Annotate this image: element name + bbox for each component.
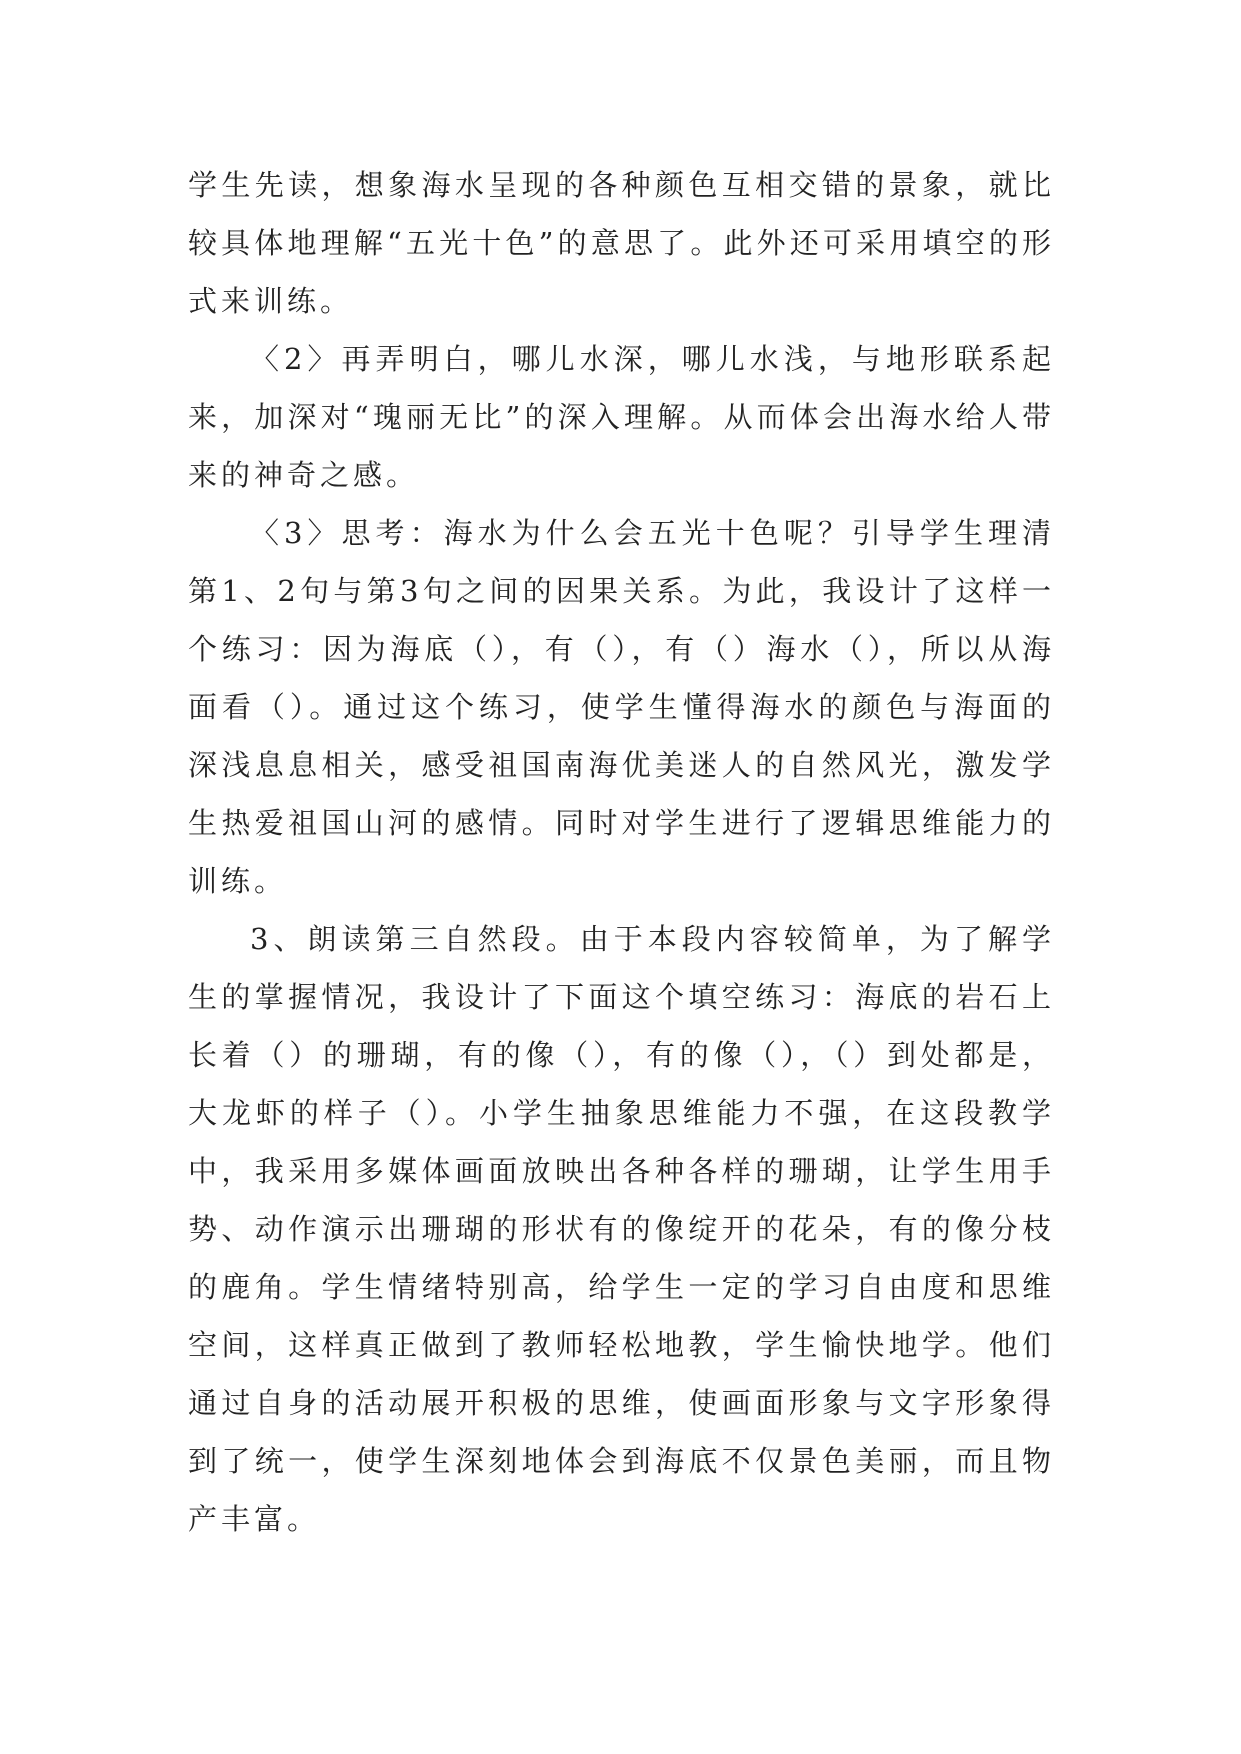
paragraph-4: 3、朗读第三自然段。由于本段内容较简单，为了解学生的掌握情况，我设计了下面这个填空练习：海底的岩石上长着（）的珊瑚，有的像（），有的像（），（）到处都是，大龙虾的样子（）。小学生抽象思维能力不强，在这段教学中，我采用多媒体画面放映出各种各样的珊瑚，让学生用手势、动作演示出珊瑚的形状有的像绽开的花朵，有的像分枝的鹿角。学生情绪特别高，给学生一定的学习自由度和思维空间，这样真正做到了教师轻松地教，学生愉快地学。他们通过自身的活动展开积极的思维，使画面形象与文字形象得到了统一，使学生深刻地体会到海底不仅景色美丽，而且物产丰富。 — [188, 922, 1055, 1536]
paragraph-1: 学生先读，想象海水呈现的各种颜色互相交错的景象，就比较具体地理解“五光十色”的意思了。此外还可采用填空的形式来训练。 — [188, 168, 1055, 318]
paragraph-2: 〈2〉再弄明白，哪儿水深，哪儿水浅，与地形联系起来，加深对“瑰丽无比”的深入理解。从而体会出海水给人带来的神奇之感。 — [188, 342, 1055, 492]
paragraph-3: 〈3〉思考：海水为什么会五光十色呢？引导学生理清第1、2句与第3句之间的因果关系。为此，我设计了这样一个练习：因为海底（），有（），有（）海水（），所以从海面看（）。通过这个练习，使学生懂得海水的颜色与海面的深浅息息相关，感受祖国南海优美迷人的自然风光，激发学生热爱祖国山河的感情。同时对学生进行了逻辑思维能力的训练。 — [188, 516, 1055, 898]
